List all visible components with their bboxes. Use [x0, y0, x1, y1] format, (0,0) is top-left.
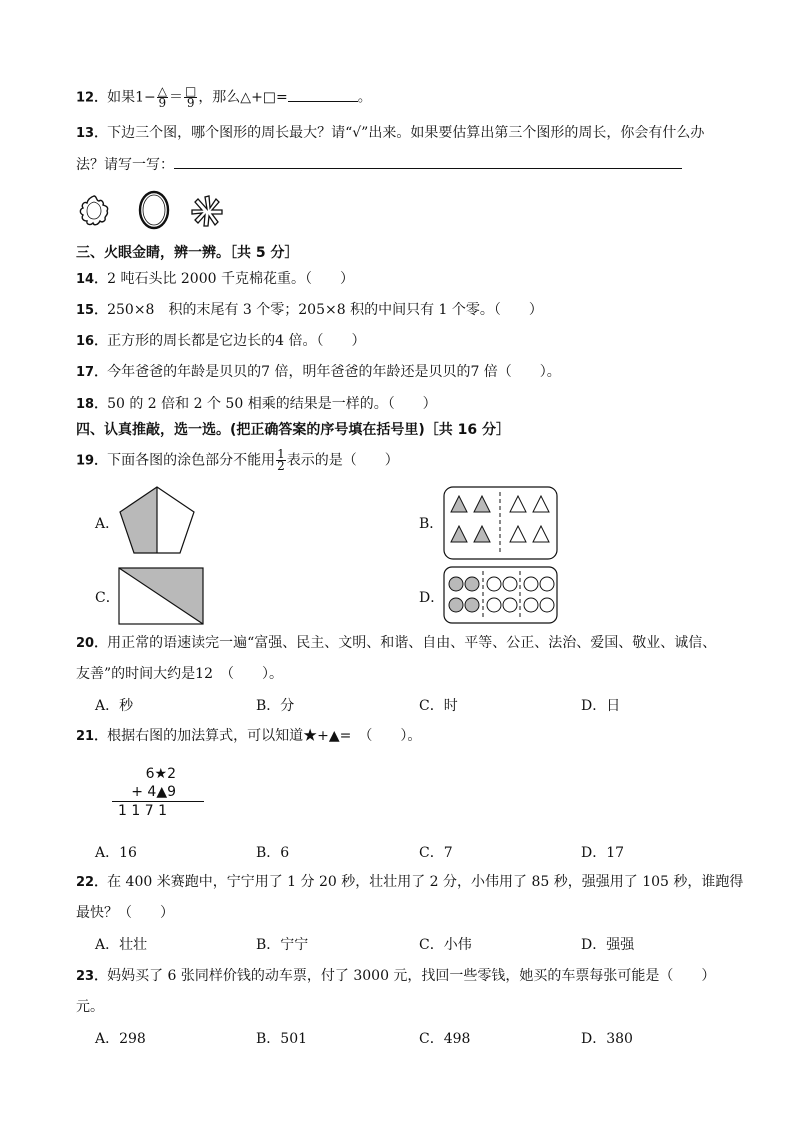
question-22-line1 [76, 872, 743, 893]
shape-oval-outline [137, 190, 171, 230]
question-text: 正方形的周长都是它边长的4 倍。（ ） [107, 333, 366, 349]
question-13-line1 [76, 123, 704, 144]
shape-gear-outline [76, 193, 112, 229]
question-17 [76, 362, 561, 383]
q21-option-b[interactable]: B．6 [256, 845, 290, 861]
section-3-title: 三、火眼金睛，辨一辨。［共 5 分］ [76, 245, 299, 261]
q22-option-b[interactable]: B．宁宁 [256, 937, 309, 953]
question-text: 在 400 米赛跑中，宁宁用了 1 分 20 秒，壮壮用了 2 分，小伟用了 85 秒，强强用了 105 秒，谁跑得 [107, 874, 744, 890]
question-text: 50 的 2 倍和 2 个 50 相乘的结果是一样的。（ ） [107, 396, 437, 412]
question-number: 20． [76, 636, 108, 651]
question-number: 21． [76, 729, 108, 744]
addition-figure [112, 765, 204, 820]
question-number: 16． [76, 334, 108, 349]
question-14 [76, 269, 354, 290]
question-20-line2: 友善”的时间大约是12 （ ）。 [76, 666, 283, 682]
question-text: 下面各图的涂色部分不能用 [107, 452, 276, 469]
question-number: 18． [76, 397, 108, 412]
q21-option-a[interactable]: A．16 [95, 845, 137, 861]
question-text: 2 吨石头比 2000 千克棉花重。（ ） [107, 271, 354, 287]
q20-option-a[interactable]: A．秒 [95, 698, 134, 714]
question-12: 12．如果1− $\frac{\triangle}{9}$ ＝ $\frac{□}{9}$ ，那么△+□= 。 [76, 84, 372, 110]
question-text: 用正常的语速读完一遍“富强、民主、文明、和谐、自由、平等、公正、法治、爱国、敬业、诚信、 [107, 635, 717, 651]
question-15 [76, 300, 543, 321]
q23-option-c[interactable]: C．498 [419, 1031, 471, 1047]
question-16 [76, 331, 365, 352]
answer-blank[interactable] [288, 87, 358, 102]
q23-option-a[interactable]: A．298 [95, 1031, 146, 1047]
question-text: 今年爸爸的年龄是贝贝的7 倍，明年爸爸的年龄还是贝贝的7 倍（ ）。 [107, 364, 561, 380]
question-number: 17． [76, 365, 108, 380]
question-number: 12． [76, 90, 108, 106]
question-number: 19． [76, 453, 108, 469]
q23-option-d[interactable]: D．380 [581, 1031, 633, 1047]
q20-option-d[interactable]: D．日 [581, 698, 621, 714]
question-number: 22． [76, 875, 108, 890]
q22-option-a[interactable]: A．壮壮 [95, 937, 148, 953]
question-number: 23． [76, 969, 108, 984]
answer-line[interactable] [174, 154, 682, 169]
fraction-one-half: $\frac{1}{2}$ [277, 447, 285, 473]
question-text: 250×8 积的末尾有 3 个零；205×8 积的中间只有 1 个零。（ ） [107, 302, 543, 318]
option-c-rectangle [118, 567, 204, 625]
question-number: 13． [76, 126, 108, 141]
shape-star-outline [189, 193, 225, 229]
option-b-label[interactable]: B． [419, 516, 444, 532]
question-23-line1 [76, 966, 715, 987]
fraction-triangle-over-9: $\frac{\triangle}{9}$ [157, 84, 167, 110]
option-c-label[interactable]: C． [95, 590, 120, 606]
question-23-line2: 元。 [76, 999, 104, 1015]
question-number: 14． [76, 272, 108, 287]
question-text: 下边三个图，哪个图形的周长最大？请“√”出来。如果要估算出第三个图形的周长，你会有什么办 [107, 125, 705, 141]
question-text: 根据右图的加法算式，可以知道★+▲= （ ）。 [107, 728, 422, 744]
option-d-label[interactable]: D． [419, 590, 445, 606]
q21-option-d[interactable]: D．17 [581, 845, 625, 861]
question-22-line2: 最快？（ ） [76, 905, 174, 921]
question-13-line2: 法？请写一写： [76, 154, 682, 175]
option-a-label[interactable]: A． [95, 516, 120, 532]
section-4-title: 四、认真推敲，选一选。(把正确答案的序号填在括号里)［共 16 分］ [76, 422, 511, 438]
option-a-pentagon [118, 485, 196, 555]
option-b-triangles [443, 486, 559, 560]
q22-option-d[interactable]: D．强强 [581, 937, 635, 953]
q20-option-b[interactable]: B．分 [256, 698, 295, 714]
addition-row-3: 1 1 7 1 [118, 803, 167, 819]
question-20-line1 [76, 633, 716, 654]
fraction-square-over-9: $\frac{□}{9}$ [184, 84, 197, 110]
question-21 [76, 726, 421, 747]
question-19: 19．下面各图的涂色部分不能用 $\frac{1}{2}$ 表示的是（ ） [76, 447, 399, 473]
question-text: 妈妈买了 6 张同样价钱的动车票，付了 3000 元，找回一些零钱，她买的车票每张可能是（ ） [107, 968, 716, 984]
question-18 [76, 394, 437, 415]
q23-option-b[interactable]: B．501 [256, 1031, 308, 1047]
q21-option-c[interactable]: C．7 [419, 845, 453, 861]
addition-row-1: 6★2 [145, 766, 176, 782]
q20-option-c[interactable]: C．时 [419, 698, 458, 714]
question-text: 如果1− [107, 89, 156, 106]
addition-row-2: + 4▲9 [112, 783, 204, 802]
option-d-circles [443, 566, 559, 624]
question-number: 15． [76, 303, 108, 318]
q22-option-c[interactable]: C．小伟 [419, 937, 472, 953]
